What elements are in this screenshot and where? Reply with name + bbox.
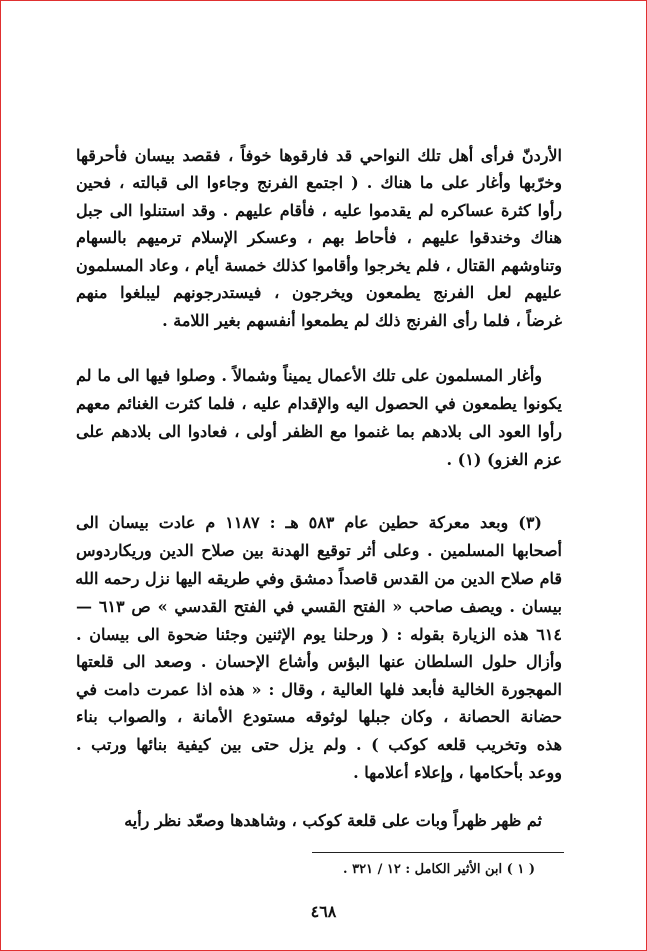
text-line: ثم ظهر ظهراً وبات على قلعة كوكب ، وشاهدها وصعّد نظر رأيه [124,811,542,830]
text-line: وتناوشهم القتال ، فلم يخرجوا وأقاموا كذلك خمسة أيام ، وعاد المسلمون [76,256,563,275]
text-line: رأوا العود الى بلادهم بما غنموا مع الظفر أولى ، فعادوا الى بلادهم على [76,422,563,441]
text-line: أصحابها المسلمين . وعلى أثر توقيع الهدنة بين صلاح الدين وريكاردوس [76,541,562,560]
text-line: عليهم لعل الفرنج يطمعون ويخرجون ، فيستدرجونهم ليبلغوا منهم [76,283,562,302]
text-line: وأغار المسلمون على تلك الأعمال يميناً وشمالاً . وصلوا فيها الى ما لم [76,366,542,385]
text-line: هناك وخندقوا عليهم ، فأحاط بهم ، وعسكر الإسلام ترميهم بالسهام [76,228,562,247]
text-line: وأزال حلول السلطان عنها البؤس وأشاع الإحسان . وصعد الى قلعتها [76,652,562,671]
text-line: رأوا كثرة عساكره لم يقدموا عليه ، فأقام عليهم . وقد استنلوا الى جبل [76,201,562,220]
text-line: غرضاً ، فلما رأى الفرنج ذلك لم يطمعوا أنفسهم بغير اللامة . [162,311,562,330]
footnote: ( ١ ) ابن الأثير الكامل : ١٢ / ٣٢١ . [343,862,535,877]
text-line: يكونوا يطمعون في الحصول اليه والإقدام عليه ، فلما كثرت الغنائم معهم [76,394,562,413]
text-line: بيسان . ويصف صاحب « الفتح القسي في الفتح القدسي » ص ٦١٣ — [76,597,562,616]
text-line: وخرّبها وأغار على ما هناك . ( اجتمع الفرنج وجاءوا الى قبالته ، فحين [76,173,562,192]
text-line: المهجورة الخالية فأبعد فلها العالية ، وقال : « هذه اذا عمرت دامت في [76,680,562,699]
text-line: الأردنّ فرأى أهل تلك النواحي قد فارقوها خوفاً ، فقصد بيسان فأحرقها [76,146,562,165]
text-line: قام صلاح الدين من القدس قاصداً دمشق وفي طريقه اليها نزل رحمه الله [75,569,562,588]
text-line: ٦١٤ هذه الزيارة بقوله : ( ورحلنا يوم الإثنين وجئنا ضحوة الى بيسان . [76,625,562,644]
text-line: عزم الغزو) (١) . [446,450,562,469]
footnote-divider [312,852,564,853]
text-line: حضانة الحصانة ، وكان جبلها لوثوقه مستودع الأمانة ، والصواب بناء [76,707,562,726]
text-line: (٣) وبعد معركة حطين عام ٥٨٣ هـ : ١١٨٧ م عادت بيسان الى [76,513,542,532]
page-number: ٤٦٨ [310,902,337,921]
text-line: هذه وتخريب قلعه كوكب ) . ولم يزل حتى بين كيفية بنائها ورتب . [76,735,562,754]
text-line: ووعد بأحكامها ، وإعلاء أعلامها . [353,763,562,782]
